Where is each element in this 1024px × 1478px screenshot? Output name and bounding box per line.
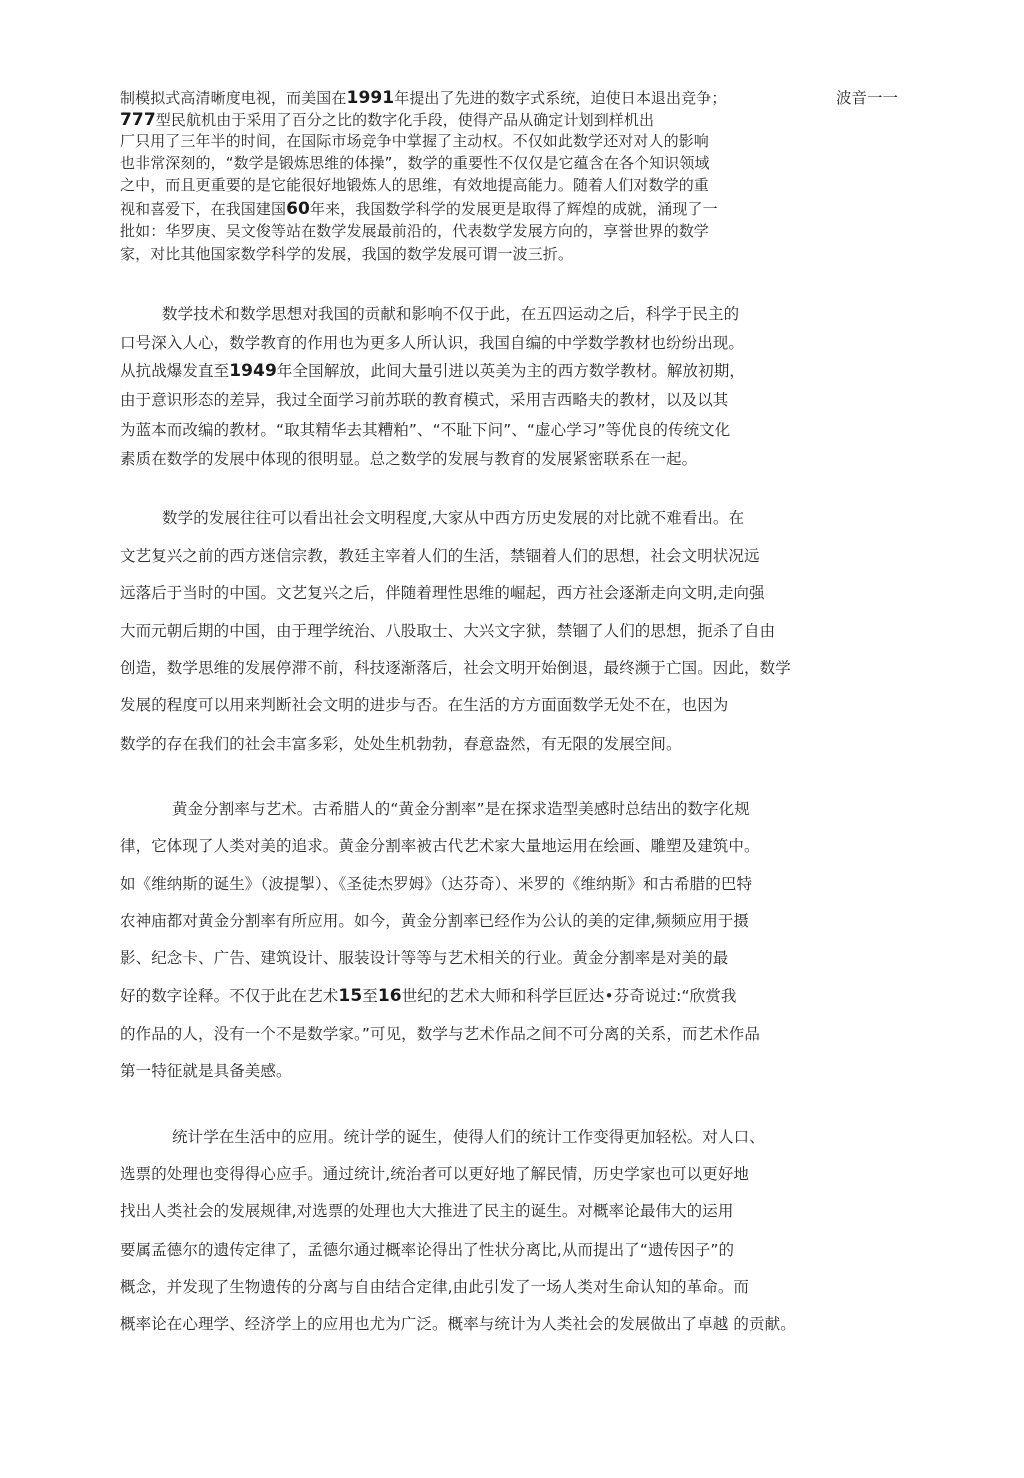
text-line: 家，对比其他国家数学科学的发展，我国的数学发展可谓一波三折。 <box>120 245 574 263</box>
text-line: 也非常深刻的，“数学是锻炼思维的体操”，数学的重要性不仅仅是它蕴含在各个知识领域 <box>120 154 710 172</box>
text-run: 视和喜爱下，在我国建国 <box>120 200 287 218</box>
year-number: 1991 <box>346 88 395 108</box>
text-line: 第一特征就是具备美感。 <box>120 1062 292 1080</box>
text-line: 概率论在心理学、经济学上的应用也尤为广泛。概率与统计为人类社会的发展做出了卓越 的贡献。 <box>120 1315 796 1333</box>
text-line: 口号深入人心，数学教育的作用也为更多人所认识，我国自编的中学数学教材也纷纷出现。 <box>120 334 745 352</box>
text-run: 年提出了先进的数字式系统，迫使日本退出竞争； <box>394 89 727 107</box>
text-line: 农神庙都对黄金分割率有所应用。如今，黄金分割率已经作为公认的美的定律,频频应用于摄 <box>120 912 750 930</box>
text-run-right: 波音一一 <box>836 89 899 107</box>
text-line: 律，它体现了人类对美的追求。黄金分割率被古代艺术家大量地运用在绘画、雕塑及建筑中。 <box>120 837 760 855</box>
number: 60 <box>286 199 310 219</box>
text-line: 数学的发展往往可以看出社会文明程度,大家从中西方历史发展的对比就不难看出。在 <box>162 509 745 527</box>
text-line: 素质在数学的发展中体现的很明显。总之数学的发展与教育的发展紧密联系在一起。 <box>120 450 698 468</box>
text-line: 远落后于当时的中国。文艺复兴之后，伴随着理性思维的崛起，西方社会逐渐走向文明,走向强 <box>120 584 765 602</box>
text-line: 找出人类社会的发展规律,对选票的处理也大大推进了民主的诞生。对概率论最伟大的运用 <box>120 1202 734 1220</box>
text-line: 为蓝本而改编的教材。“取其精华去其糟粕”、“不耻下问”、“虚心学习”等优良的传统文化 <box>120 421 731 439</box>
text-line: 概念，并发现了生物遗传的分离与自由结合定律,由此引发了一场人类对生命认知的革命。而 <box>120 1278 750 1296</box>
text-line: 数学的存在我们的社会丰富多彩，处处生机勃勃，春意盎然，有无限的发展空间。 <box>120 735 682 753</box>
text-line: 如《维纳斯的诞生》（波提掣）、《圣徒杰罗姆》（达芬奇）、米罗的《维纳斯》和古希腊的巴特 <box>120 875 753 893</box>
text-line: 发展的程度可以用来判断社会文明的进步与否。在生活的方方面面数学无处不在，也因为 <box>120 696 729 714</box>
text-run: 从抗战爆发直至 <box>120 362 230 380</box>
text-line: 文艺复兴之前的西方迷信宗教，教廷主宰着人们的生活，禁锢着人们的思想，社会文明状况远 <box>120 547 760 565</box>
text-line <box>120 199 718 219</box>
text-line <box>120 88 726 108</box>
text-run: 年全国解放，此间大量引进以英美为主的西方数学教材。解放初期， <box>276 362 745 380</box>
year-number: 1949 <box>229 361 277 381</box>
text-run: 型民航机由于采用了百分之比的数字化手段，使得产品从确定计划到样机出 <box>155 111 655 129</box>
text-line: 黄金分割率与艺术。古希腊人的“黄金分割率”是在探求造型美感时总结出的数字化规 <box>172 800 750 818</box>
text-line: 大而元朝后期的中国，由于理学统治、八股取士、大兴文字狱，禁锢了人们的思想，扼杀了自由 <box>120 622 776 640</box>
century-number: 16 <box>377 986 402 1006</box>
model-number: 777 <box>120 110 156 130</box>
text-run: 制模拟式高清晰度电视，而美国在 <box>120 89 347 107</box>
century-number: 15 <box>338 986 363 1006</box>
text-run: 至 <box>362 987 378 1005</box>
text-line: 要属孟德尔的遗传定律了，孟德尔通过概率论得出了性状分离比,从而提出了“遗传因子”的 <box>120 1241 735 1259</box>
text-line <box>120 986 736 1006</box>
text-line: 批如：华罗庚、吴文俊等站在数学发展最前沿的，代表数学发展方向的，享誉世界的数学 <box>120 222 709 240</box>
text-line: 选票的处理也变得得心应手。通过统计,统治者可以更好地了解民情，历史学家也可以更好地 <box>120 1165 750 1183</box>
text-line: 厂只用了三年半的时间，在国际市场竞争中掌握了主动权。不仅如此数学还对对人的影响 <box>120 132 709 150</box>
text-line: 影、纪念卡、广告、建筑设计、服装设计等等与艺术相关的行业。黄金分割率是对美的最 <box>120 949 729 967</box>
text-line: 之中，而且更重要的是它能很好地锻炼人的思维，有效地提高能力。随着人们对数学的重 <box>120 176 709 194</box>
text-line: 统计学在生活中的应用。统计学的诞生，使得人们的统计工作变得更加轻松。对人口、 <box>172 1128 765 1146</box>
text-run: 世纪的艺术大师和科学巨匠达•芬奇说过:“欣赏我 <box>401 987 737 1005</box>
text-line <box>120 361 745 381</box>
text-line: 数学技术和数学思想对我国的贡献和影响不仅于此，在五四运动之后，科学于民主的 <box>162 305 740 323</box>
text-line: 的作品的人，没有一个不是数学家。”可见，数学与艺术作品之间不可分离的关系，而艺术作品 <box>120 1025 760 1043</box>
text-run: 年来，我国数学科学的发展更是取得了辉煌的成就，涌现了一 <box>309 200 718 218</box>
text-line: 创造，数学思维的发展停滞不前，科技逐渐落后，社会文明开始倒退，最终濒于亡国。因此，数学 <box>120 659 791 677</box>
text-run: 好的数字诠释。不仅于此在艺术 <box>120 987 339 1005</box>
text-line: 由于意识形态的差异，我过全面学习前苏联的教育模式，采用吉西略夫的教材，以及以其 <box>120 391 729 409</box>
text-line <box>120 110 654 130</box>
